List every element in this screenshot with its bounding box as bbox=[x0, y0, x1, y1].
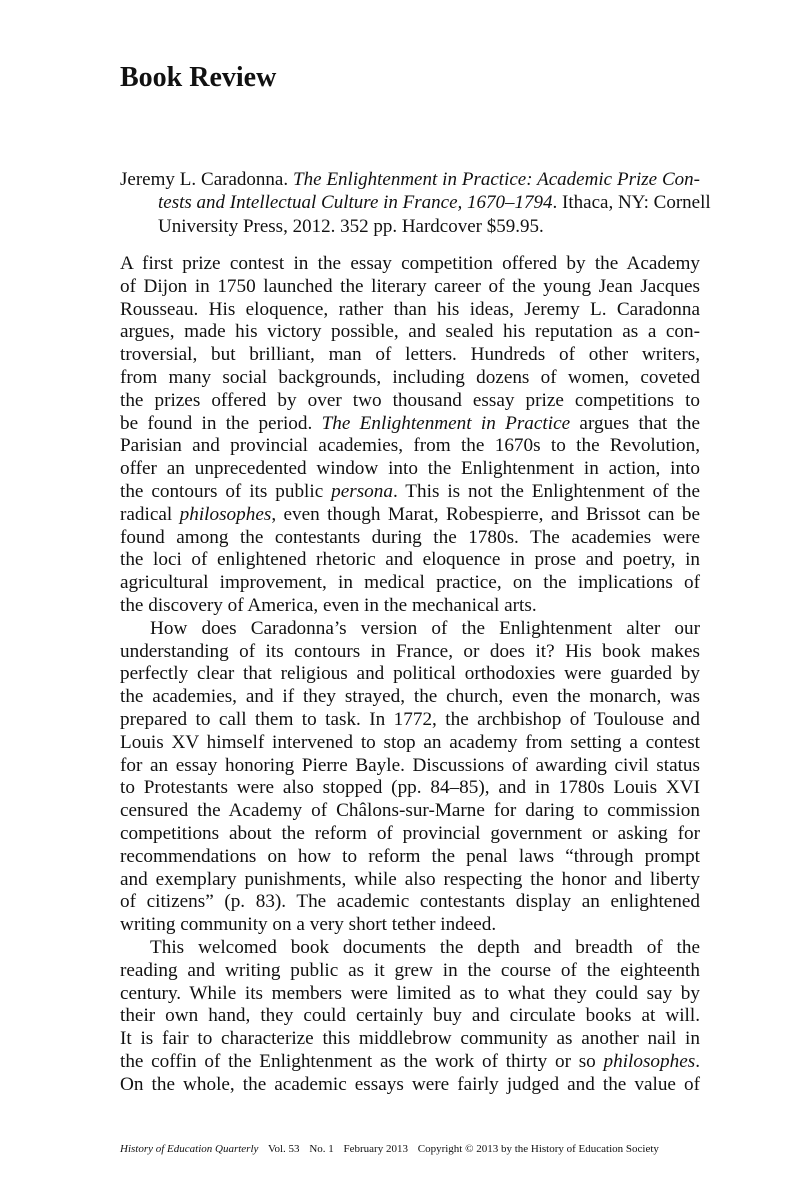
text: century. While its members were limited as to what they could say by bbox=[120, 982, 700, 1004]
book-citation bbox=[120, 168, 711, 238]
text-line bbox=[120, 168, 700, 191]
text: understanding of its contours in France, or does it? His book makes bbox=[120, 640, 700, 662]
text: their own hand, they could certainly buy and circulate books at will. bbox=[120, 1005, 700, 1027]
text: argues that the bbox=[570, 412, 700, 434]
paragraph bbox=[120, 253, 700, 618]
text-line bbox=[120, 321, 700, 344]
text: radical bbox=[120, 503, 180, 525]
text-line bbox=[120, 755, 700, 778]
text-line bbox=[120, 709, 700, 732]
text: to Protestants were also stopped (pp. 84–85), and in 1780s Louis XVI bbox=[120, 777, 700, 799]
italic-text: tests and Intellectual Culture in France, 1670–1794 bbox=[158, 192, 553, 214]
text: found among the contestants during the 1780s. The academies were bbox=[120, 526, 700, 548]
text: perfectly clear that religious and political orthodoxies were guarded by bbox=[120, 663, 700, 685]
text: On the whole, the academic essays were fairly judged and the value of bbox=[120, 1073, 700, 1095]
text-line bbox=[120, 777, 700, 800]
text-line bbox=[120, 572, 700, 595]
journal-name: History of Education Quarterly bbox=[120, 1143, 259, 1155]
italic-text: philosophes bbox=[179, 503, 272, 525]
text: the contours of its public bbox=[120, 480, 332, 502]
text: argues, made his victory possible, and sealed his reputation as a con- bbox=[120, 321, 700, 343]
text: censured the Academy of Châlons-sur-Marne for daring to commission bbox=[120, 800, 700, 822]
section-title: Book Review bbox=[120, 62, 277, 93]
text-line bbox=[120, 983, 700, 1006]
text-line bbox=[120, 299, 700, 322]
text-line bbox=[120, 413, 700, 436]
text-line bbox=[120, 481, 700, 504]
page-footer bbox=[120, 1143, 695, 1155]
text: Parisian and provincial academies, from the 1670s to the Revolution, bbox=[120, 435, 700, 457]
text-line bbox=[120, 914, 700, 937]
text-line bbox=[120, 937, 700, 960]
text-line bbox=[120, 344, 700, 367]
text: from many social backgrounds, including dozens of women, coveted bbox=[120, 366, 700, 388]
text-line bbox=[120, 732, 700, 755]
text-line bbox=[120, 595, 700, 618]
text-line bbox=[120, 686, 700, 709]
text-line bbox=[120, 846, 700, 869]
text-line bbox=[120, 191, 711, 214]
text: competitions about the reform of provincial government or asking for bbox=[120, 822, 700, 844]
text-line bbox=[120, 253, 700, 276]
text-line bbox=[120, 435, 700, 458]
text-line bbox=[120, 1074, 700, 1097]
text-line bbox=[120, 276, 700, 299]
text-line bbox=[120, 390, 700, 413]
text: and exemplary punishments, while also respecting the honor and liberty bbox=[120, 868, 700, 890]
paragraph bbox=[120, 618, 700, 937]
text: Jeremy L. Caradonna. bbox=[120, 169, 294, 190]
text-line bbox=[120, 367, 700, 390]
italic-text: The Enlightenment in Practice bbox=[321, 412, 571, 434]
text: the academies, and if they strayed, the church, even the monarch, was bbox=[120, 686, 700, 708]
paragraph bbox=[120, 937, 700, 1097]
text: offer an unprecedented window into the Enlightenment in action, into bbox=[120, 458, 700, 480]
text-line bbox=[120, 458, 700, 481]
text-line bbox=[120, 1051, 700, 1074]
text-line bbox=[120, 823, 700, 846]
volume: Vol. 53 bbox=[267, 1143, 300, 1155]
text: prepared to call them to task. In 1772, the archbishop of Toulouse and bbox=[120, 708, 700, 730]
text-line bbox=[120, 504, 700, 527]
text-line bbox=[120, 800, 700, 823]
text-line bbox=[120, 641, 700, 664]
text-line bbox=[120, 215, 700, 238]
text: Louis XV himself intervened to stop an academy from setting a contest bbox=[120, 731, 700, 753]
text-line bbox=[120, 527, 700, 550]
issue-date: February 2013 bbox=[343, 1143, 408, 1155]
text: of citizens” (p. 83). The academic contestants display an enlightened bbox=[120, 891, 700, 913]
italic-text: persona bbox=[331, 480, 393, 502]
text: the discovery of America, even in the mechanical arts. bbox=[120, 594, 537, 616]
text-line bbox=[120, 1005, 700, 1028]
text: . This is not the Enlightenment of the bbox=[392, 480, 701, 502]
text: University Press, 2012. 352 pp. Hardcover $59.95. bbox=[158, 215, 544, 237]
text: recommendations on how to reform the penal laws “through prompt bbox=[120, 845, 700, 867]
text: troversial, but brilliant, man of letters. Hundreds of other writers, bbox=[120, 344, 700, 366]
text: It is fair to characterize this middlebrow community as another nail in bbox=[120, 1028, 700, 1050]
text-line bbox=[120, 869, 700, 892]
text: , even though Marat, Robespierre, and Brissot can be bbox=[271, 503, 700, 525]
text: the coffin of the Enlightenment as the work of thirty or so bbox=[120, 1050, 604, 1072]
text: agricultural improvement, in medical practice, on the implications of bbox=[120, 572, 700, 594]
issue-number: No. 1 bbox=[309, 1143, 334, 1155]
text-line bbox=[120, 618, 700, 641]
italic-text: The Enlightenment in Practice: Academic Prize Con- bbox=[293, 169, 700, 190]
text-line bbox=[120, 891, 700, 914]
text: of Dijon in 1750 launched the literary career of the young Jean Jacques bbox=[120, 275, 700, 297]
text-line bbox=[120, 663, 700, 686]
text: How does Caradonna’s version of the Enlightenment alter our bbox=[150, 617, 700, 639]
text-line bbox=[120, 549, 700, 572]
text: . bbox=[695, 1050, 700, 1072]
text: the loci of enlightened rhetoric and eloquence in prose and poetry, in bbox=[120, 549, 700, 571]
text: A first prize contest in the essay competition offered by the Academy bbox=[120, 253, 700, 274]
text: be found in the period. bbox=[120, 412, 322, 434]
text: for an essay honoring Pierre Bayle. Discussions of awarding civil status bbox=[120, 754, 700, 776]
copyright: Copyright © 2013 by the History of Education Society bbox=[417, 1143, 659, 1155]
italic-text: philosophes bbox=[603, 1050, 696, 1072]
text: . Ithaca, NY: Cornell bbox=[552, 192, 711, 214]
text: Rousseau. His eloquence, rather than his ideas, Jeremy L. Caradonna bbox=[120, 298, 700, 320]
text: This welcomed book documents the depth and breadth of the bbox=[150, 936, 700, 958]
text-line bbox=[120, 960, 700, 983]
text: the prizes offered by over two thousand essay prize competitions to bbox=[120, 389, 700, 411]
text: reading and writing public as it grew in the course of the eighteenth bbox=[120, 959, 700, 981]
review-body bbox=[120, 253, 700, 1096]
text: writing community on a very short tether indeed. bbox=[120, 914, 497, 936]
text-line bbox=[120, 1028, 700, 1051]
